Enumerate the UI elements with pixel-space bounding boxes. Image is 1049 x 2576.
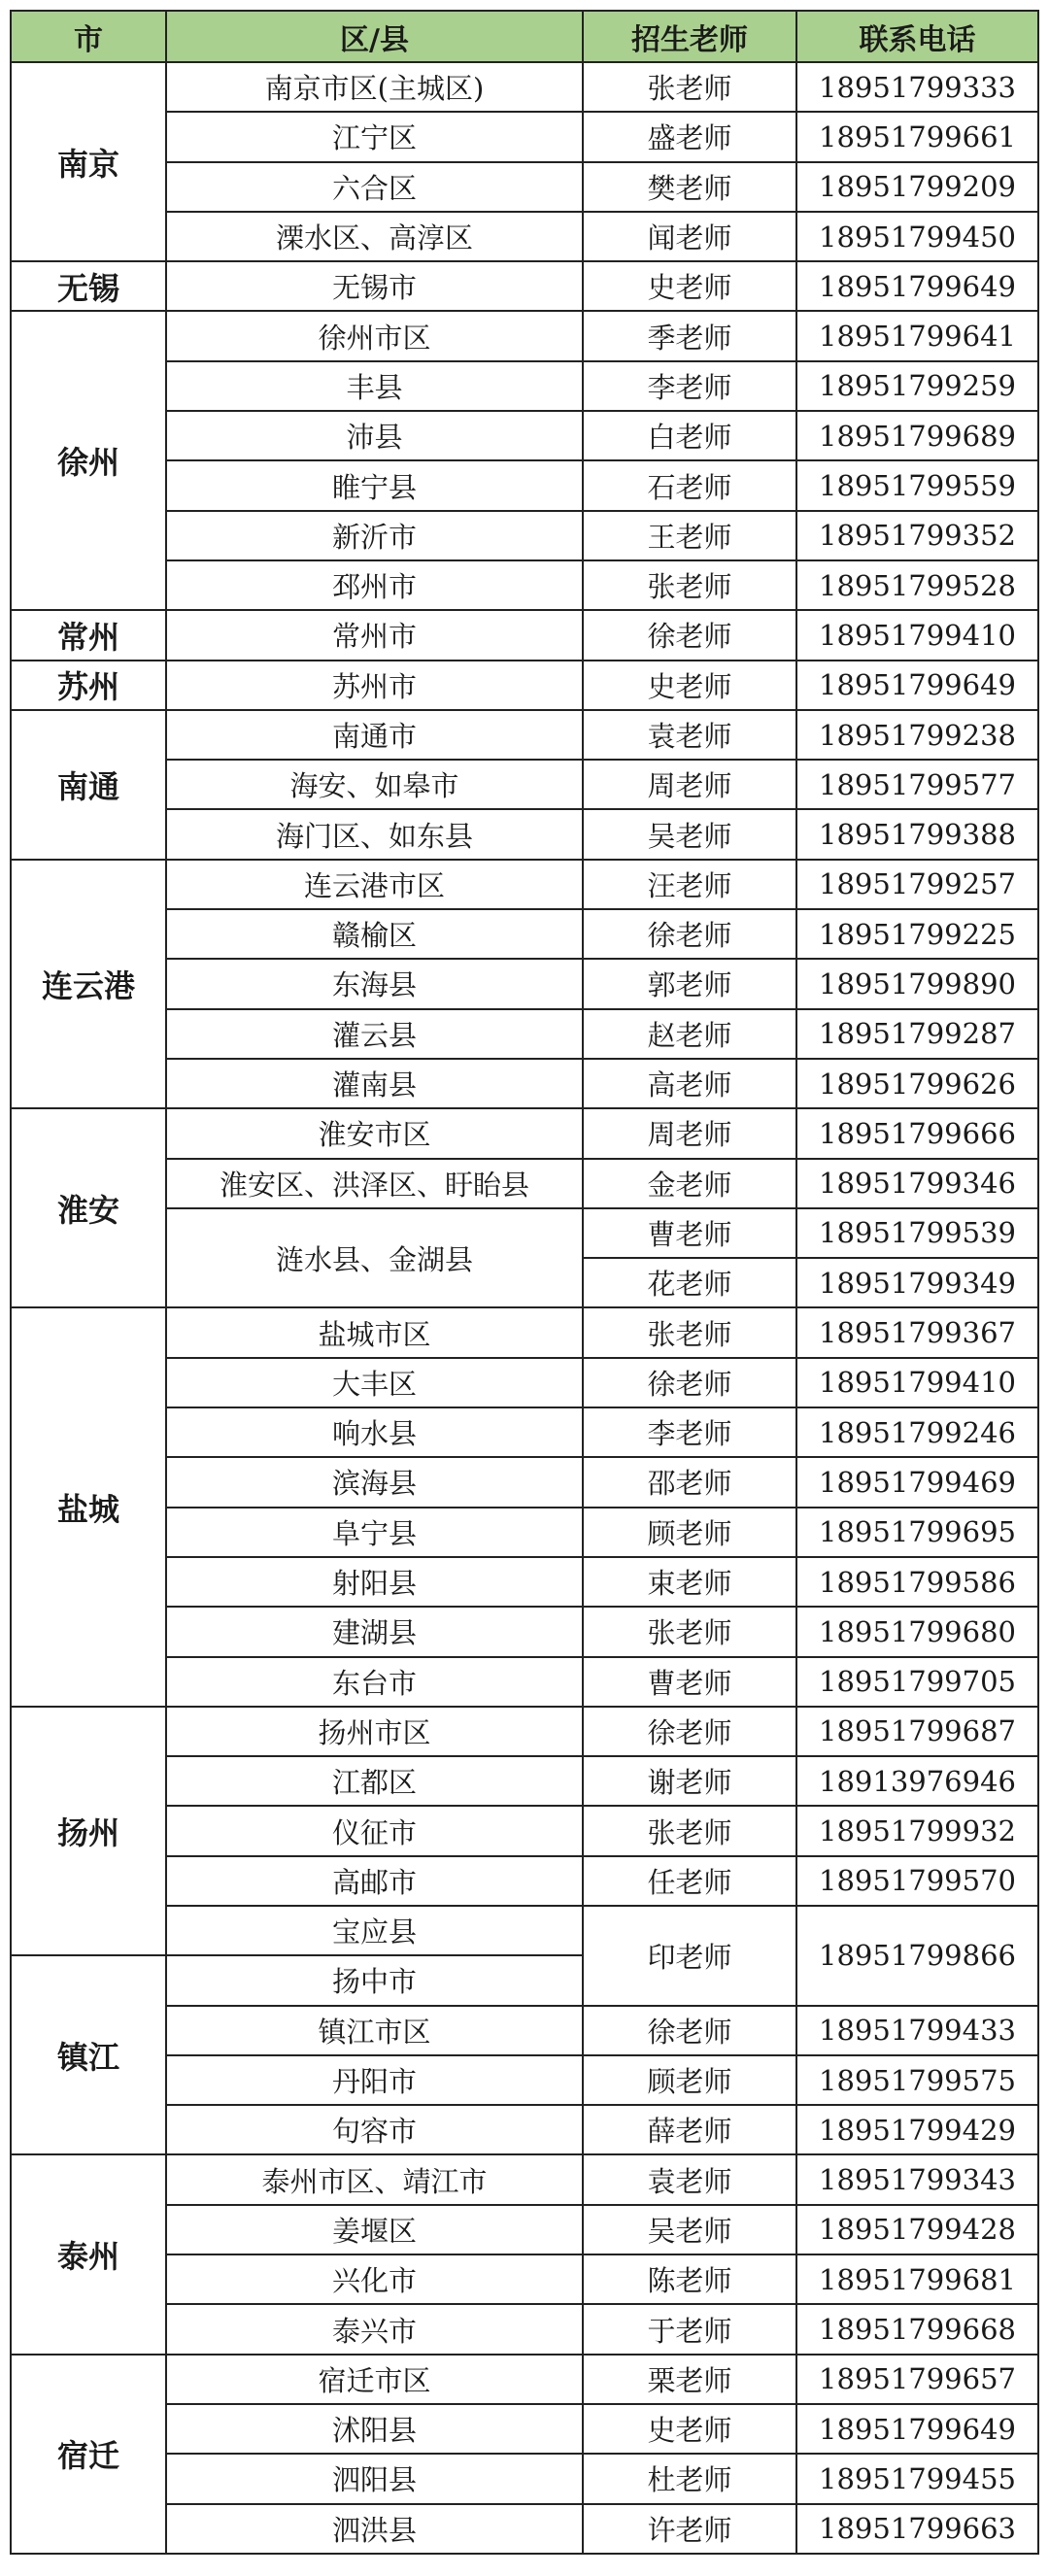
district-cell: 海门区、如东县 [166, 809, 583, 859]
phone-cell: 18951799866 [796, 1906, 1038, 2006]
teacher-cell: 石老师 [583, 460, 796, 510]
phone-cell: 18951799428 [796, 2205, 1038, 2254]
teacher-cell: 于老师 [583, 2304, 796, 2354]
city-cell: 扬州 [11, 1707, 166, 1955]
district-cell: 仪征市 [166, 1806, 583, 1855]
teacher-cell: 盛老师 [583, 112, 796, 161]
city-cell: 盐城 [11, 1307, 166, 1706]
city-cell: 淮安 [11, 1108, 166, 1307]
district-cell: 淮安市区 [166, 1108, 583, 1158]
table-row [11, 311, 1038, 360]
teacher-cell: 史老师 [583, 261, 796, 311]
teacher-cell: 季老师 [583, 311, 796, 360]
teacher-cell: 陈老师 [583, 2254, 796, 2304]
phone-cell: 18951799932 [796, 1806, 1038, 1855]
phone-cell: 18951799666 [796, 1108, 1038, 1158]
teacher-cell: 史老师 [583, 661, 796, 710]
teacher-cell: 张老师 [583, 560, 796, 610]
district-cell: 东海县 [166, 959, 583, 1008]
phone-cell: 18951799649 [796, 661, 1038, 710]
phone-cell: 18951799367 [796, 1307, 1038, 1357]
phone-cell: 18951799641 [796, 311, 1038, 360]
teacher-cell: 白老师 [583, 411, 796, 460]
header-district: 区/县 [166, 11, 583, 62]
teacher-cell: 曹老师 [583, 1208, 796, 1258]
district-cell: 句容市 [166, 2105, 583, 2154]
phone-cell: 18951799349 [796, 1258, 1038, 1307]
phone-cell: 18951799657 [796, 2355, 1038, 2404]
phone-cell: 18951799410 [796, 1358, 1038, 1407]
teacher-cell: 张老师 [583, 62, 796, 112]
district-cell: 连云港市区 [166, 860, 583, 909]
table-row [11, 1307, 1038, 1357]
teacher-cell: 吴老师 [583, 2205, 796, 2254]
phone-cell: 18951799661 [796, 112, 1038, 161]
district-cell: 海安、如皋市 [166, 760, 583, 809]
district-cell: 赣榆区 [166, 909, 583, 959]
phone-cell: 18951799433 [796, 2006, 1038, 2055]
phone-cell: 18951799287 [796, 1009, 1038, 1059]
teacher-cell: 张老师 [583, 1806, 796, 1855]
phone-cell: 18951799455 [796, 2454, 1038, 2503]
phone-cell: 18951799429 [796, 2105, 1038, 2154]
district-cell: 扬州市区 [166, 1707, 583, 1756]
header-city: 市 [11, 11, 166, 62]
phone-cell: 18951799626 [796, 1059, 1038, 1108]
table-row [11, 2355, 1038, 2404]
phone-cell: 18951799410 [796, 610, 1038, 660]
phone-cell: 18951799528 [796, 560, 1038, 610]
table-row [11, 1108, 1038, 1158]
district-cell: 宝应县 [166, 1906, 583, 1955]
teacher-cell: 谢老师 [583, 1756, 796, 1806]
phone-cell: 18951799209 [796, 162, 1038, 212]
district-cell: 丹阳市 [166, 2055, 583, 2105]
district-cell: 沭阳县 [166, 2404, 583, 2454]
district-cell: 响水县 [166, 1407, 583, 1457]
teacher-cell: 徐老师 [583, 610, 796, 660]
phone-cell: 18951799343 [796, 2154, 1038, 2204]
table-row [11, 661, 1038, 710]
city-cell: 宿迁 [11, 2355, 166, 2554]
phone-cell: 18951799687 [796, 1707, 1038, 1756]
district-cell: 睢宁县 [166, 460, 583, 510]
district-cell: 灌云县 [166, 1009, 583, 1059]
teacher-cell: 薛老师 [583, 2105, 796, 2154]
table-body [11, 62, 1038, 2554]
teacher-cell: 王老师 [583, 511, 796, 560]
teacher-cell: 徐老师 [583, 2006, 796, 2055]
district-cell: 宿迁市区 [166, 2355, 583, 2404]
city-cell: 徐州 [11, 311, 166, 610]
phone-cell: 18951799450 [796, 212, 1038, 261]
teacher-cell: 李老师 [583, 361, 796, 411]
district-cell: 六合区 [166, 162, 583, 212]
district-cell: 南京市区(主城区) [166, 62, 583, 112]
phone-cell: 18951799246 [796, 1407, 1038, 1457]
teacher-cell: 高老师 [583, 1059, 796, 1108]
teacher-cell: 闻老师 [583, 212, 796, 261]
phone-cell: 18951799649 [796, 261, 1038, 311]
city-cell: 常州 [11, 610, 166, 660]
district-cell: 新沂市 [166, 511, 583, 560]
city-cell: 苏州 [11, 661, 166, 710]
district-cell: 常州市 [166, 610, 583, 660]
district-cell: 镇江市区 [166, 2006, 583, 2055]
district-cell: 灌南县 [166, 1059, 583, 1108]
phone-cell: 18951799388 [796, 809, 1038, 859]
teacher-cell: 徐老师 [583, 1707, 796, 1756]
phone-cell: 18951799649 [796, 2404, 1038, 2454]
city-cell: 泰州 [11, 2154, 166, 2354]
teacher-cell: 曹老师 [583, 1657, 796, 1707]
teacher-cell: 花老师 [583, 1258, 796, 1307]
teacher-cell: 栗老师 [583, 2355, 796, 2404]
district-cell: 南通市 [166, 710, 583, 760]
district-cell: 东台市 [166, 1657, 583, 1707]
district-cell: 建湖县 [166, 1607, 583, 1656]
teacher-cell: 杜老师 [583, 2454, 796, 2503]
district-cell: 射阳县 [166, 1557, 583, 1607]
teacher-cell: 顾老师 [583, 2055, 796, 2105]
phone-cell: 18951799668 [796, 2304, 1038, 2354]
district-cell: 泗洪县 [166, 2504, 583, 2554]
city-cell: 南通 [11, 710, 166, 860]
teacher-cell: 吴老师 [583, 809, 796, 859]
teacher-cell: 徐老师 [583, 909, 796, 959]
teacher-cell: 任老师 [583, 1856, 796, 1906]
phone-cell: 18951799586 [796, 1557, 1038, 1607]
teacher-cell: 史老师 [583, 2404, 796, 2454]
district-cell: 泰州市区、靖江市 [166, 2154, 583, 2204]
phone-cell: 18951799689 [796, 411, 1038, 460]
phone-cell: 18951799346 [796, 1159, 1038, 1208]
teacher-cell: 袁老师 [583, 2154, 796, 2204]
city-cell: 镇江 [11, 1955, 166, 2154]
teacher-cell: 许老师 [583, 2504, 796, 2554]
city-cell: 连云港 [11, 860, 166, 1108]
table-row [11, 62, 1038, 112]
teacher-cell: 汪老师 [583, 860, 796, 909]
phone-cell: 18951799539 [796, 1208, 1038, 1258]
phone-cell: 18913976946 [796, 1756, 1038, 1806]
phone-cell: 18951799559 [796, 460, 1038, 510]
table-row [11, 710, 1038, 760]
phone-cell: 18951799663 [796, 2504, 1038, 2554]
teacher-cell: 邵老师 [583, 1457, 796, 1507]
table-row [11, 1707, 1038, 1756]
phone-cell: 18951799705 [796, 1657, 1038, 1707]
header-phone: 联系电话 [796, 11, 1038, 62]
phone-cell: 18951799575 [796, 2055, 1038, 2105]
teacher-cell: 束老师 [583, 1557, 796, 1607]
table-row [11, 860, 1038, 909]
phone-cell: 18951799570 [796, 1856, 1038, 1906]
district-cell: 高邮市 [166, 1856, 583, 1906]
teacher-cell: 徐老师 [583, 1358, 796, 1407]
district-cell: 姜堰区 [166, 2205, 583, 2254]
teacher-cell: 樊老师 [583, 162, 796, 212]
district-cell: 沛县 [166, 411, 583, 460]
teacher-cell: 郭老师 [583, 959, 796, 1008]
teacher-cell: 印老师 [583, 1906, 796, 2006]
district-cell: 苏州市 [166, 661, 583, 710]
district-cell: 江都区 [166, 1756, 583, 1806]
teacher-cell: 金老师 [583, 1159, 796, 1208]
district-cell: 江宁区 [166, 112, 583, 161]
district-cell: 淮安区、洪泽区、盱眙县 [166, 1159, 583, 1208]
phone-cell: 18951799259 [796, 361, 1038, 411]
teacher-cell: 张老师 [583, 1607, 796, 1656]
district-cell: 扬中市 [166, 1955, 583, 2005]
table-row [11, 2154, 1038, 2204]
phone-cell: 18951799469 [796, 1457, 1038, 1507]
phone-cell: 18951799695 [796, 1508, 1038, 1557]
contact-table-container [10, 10, 1039, 2555]
teacher-cell: 赵老师 [583, 1009, 796, 1059]
phone-cell: 18951799890 [796, 959, 1038, 1008]
district-cell: 丰县 [166, 361, 583, 411]
district-cell: 盐城市区 [166, 1307, 583, 1357]
teacher-cell: 周老师 [583, 760, 796, 809]
district-cell: 涟水县、金湖县 [166, 1208, 583, 1308]
teacher-cell: 周老师 [583, 1108, 796, 1158]
phone-cell: 18951799680 [796, 1607, 1038, 1656]
phone-cell: 18951799257 [796, 860, 1038, 909]
table-row [11, 610, 1038, 660]
district-cell: 阜宁县 [166, 1508, 583, 1557]
district-cell: 大丰区 [166, 1358, 583, 1407]
teacher-cell: 李老师 [583, 1407, 796, 1457]
district-cell: 溧水区、高淳区 [166, 212, 583, 261]
phone-cell: 18951799238 [796, 710, 1038, 760]
district-cell: 泗阳县 [166, 2454, 583, 2503]
phone-cell: 18951799333 [796, 62, 1038, 112]
city-cell: 无锡 [11, 261, 166, 311]
city-cell: 南京 [11, 62, 166, 261]
teacher-cell: 袁老师 [583, 710, 796, 760]
district-cell: 无锡市 [166, 261, 583, 311]
phone-cell: 18951799352 [796, 511, 1038, 560]
district-cell: 徐州市区 [166, 311, 583, 360]
teacher-cell: 张老师 [583, 1307, 796, 1357]
phone-cell: 18951799225 [796, 909, 1038, 959]
table-row [11, 261, 1038, 311]
table-header-row [11, 11, 1038, 62]
district-cell: 滨海县 [166, 1457, 583, 1507]
district-cell: 泰兴市 [166, 2304, 583, 2354]
district-cell: 兴化市 [166, 2254, 583, 2304]
header-teacher: 招生老师 [583, 11, 796, 62]
phone-cell: 18951799681 [796, 2254, 1038, 2304]
district-cell: 邳州市 [166, 560, 583, 610]
recruitment-contact-table [10, 10, 1039, 2555]
teacher-cell: 顾老师 [583, 1508, 796, 1557]
phone-cell: 18951799577 [796, 760, 1038, 809]
